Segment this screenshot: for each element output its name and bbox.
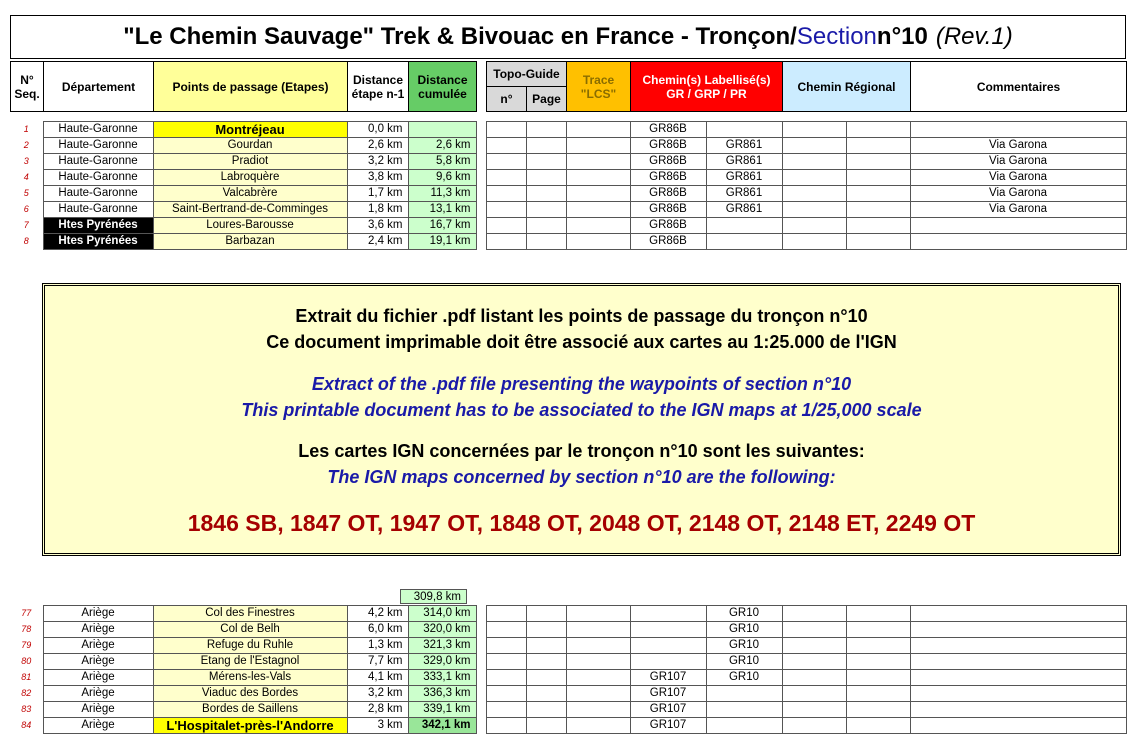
row-chemin-regional-1 [782,202,846,218]
row-distance-cumulee: 13,1 km [408,202,476,218]
row-topo-no [486,154,526,170]
header-chemins-sub: GR / GRP / PR [666,86,747,101]
row-chemin-regional-2 [846,234,910,250]
header-trace-sub: "LCS" [580,86,617,101]
row-commentaire [910,718,1126,734]
row-trace [566,718,630,734]
row-chemin-labellise-2: GR10 [706,638,782,654]
rows-top-body [10,122,1126,250]
table-row [10,718,1126,734]
table-row [10,122,1126,138]
row-departement: Haute-Garonne [43,186,153,202]
row-chemin-labellise-2: GR10 [706,670,782,686]
row-seq: 5 [23,188,29,198]
row-topo-page [526,186,566,202]
row-topo-no [486,234,526,250]
row-topo-page [526,606,566,622]
row-topo-no [486,718,526,734]
row-departement: Ariège [43,670,153,686]
header-topo-page: Page [527,87,567,112]
row-topo-no [486,202,526,218]
header-points: Points de passage (Etapes) [154,62,348,112]
row-seq: 80 [21,656,32,666]
row-gap [476,234,486,250]
row-departement: Haute-Garonne [43,202,153,218]
row-etape: Montréjeau [153,122,347,138]
row-chemin-regional-2 [846,606,910,622]
row-trace [566,606,630,622]
row-distance-cumulee [408,122,476,138]
row-chemin-regional-2 [846,122,910,138]
row-chemin-labellise-1: GR107 [630,702,706,718]
row-chemin-labellise-1: GR107 [630,718,706,734]
row-trace [566,154,630,170]
panel-fr-line-2: Ce document imprimable doit être associé aux cartes au 1:25.000 de l'IGN [266,332,897,352]
row-gap [476,670,486,686]
row-commentaire [910,122,1126,138]
row-departement: Haute-Garonne [43,170,153,186]
row-etape: Col des Finestres [153,606,347,622]
header-seq: N° Seq. [11,62,44,112]
row-distance-cumulee: 9,6 km [408,170,476,186]
row-gap [476,686,486,702]
row-seq: 82 [21,688,32,698]
row-commentaire [910,622,1126,638]
row-etape: Barbazan [153,234,347,250]
table-row [10,234,1126,250]
header-commentaires: Commentaires [911,62,1127,112]
row-distance-cumulee: 336,3 km [408,686,476,702]
row-chemin-regional-2 [846,718,910,734]
row-etape: Labroquère [153,170,347,186]
row-etape: Refuge du Ruhle [153,638,347,654]
row-chemin-regional-2 [846,186,910,202]
row-trace [566,138,630,154]
row-trace [566,702,630,718]
row-distance-cumulee: 314,0 km [408,606,476,622]
row-topo-no [486,122,526,138]
row-etape: Gourdan [153,138,347,154]
row-departement: Ariège [43,638,153,654]
row-chemin-labellise-2: GR861 [706,186,782,202]
table-row [10,186,1126,202]
row-departement: Haute-Garonne [43,122,153,138]
row-distance-cumulee: 321,3 km [408,638,476,654]
row-commentaire [910,702,1126,718]
row-chemin-labellise-1: GR86B [630,122,706,138]
row-distance-etape: 1,3 km [347,638,408,654]
row-seq: 7 [23,220,29,230]
row-commentaire [910,670,1126,686]
row-etape: Bordes de Saillens [153,702,347,718]
row-departement: Htes Pyrénées [43,234,153,250]
row-distance-etape: 4,1 km [347,670,408,686]
header-chemins-label: Chemin(s) Labellisé(s) [642,72,771,87]
table-row [10,654,1126,670]
row-chemin-labellise-1 [630,606,706,622]
row-distance-etape: 1,8 km [347,202,408,218]
row-commentaire [910,686,1126,702]
row-chemin-labellise-2: GR861 [706,170,782,186]
table-row [10,218,1126,234]
row-chemin-regional-2 [846,702,910,718]
row-trace [566,122,630,138]
row-distance-cumulee: 11,3 km [408,186,476,202]
row-commentaire: Via Garona [910,186,1126,202]
row-chemin-regional-1 [782,186,846,202]
row-chemin-labellise-2 [706,686,782,702]
row-chemin-regional-2 [846,622,910,638]
row-topo-no [486,170,526,186]
waypoints-table-bottom [10,605,1127,734]
row-gap [476,654,486,670]
row-trace [566,638,630,654]
title-section-number: n°10 [876,23,928,50]
row-chemin-regional-2 [846,670,910,686]
row-chemin-regional-2 [846,138,910,154]
panel-en-line-3: The IGN maps concerned by section n°10 are the following: [327,467,836,487]
row-distance-etape: 4,2 km [347,606,408,622]
row-chemin-regional-1 [782,622,846,638]
header-distance-cumulee: Distance cumulée [409,62,477,112]
row-etape: Mérens-les-Vals [153,670,347,686]
row-distance-cumulee: 339,1 km [408,702,476,718]
row-etape: Etang de l'Estagnol [153,654,347,670]
row-chemin-labellise-2 [706,718,782,734]
row-topo-no [486,606,526,622]
row-chemin-regional-1 [782,670,846,686]
row-topo-no [486,218,526,234]
row-chemin-regional-1 [782,154,846,170]
row-etape: Col de Belh [153,622,347,638]
row-trace [566,170,630,186]
row-distance-etape: 3,6 km [347,218,408,234]
row-topo-no [486,670,526,686]
row-chemin-regional-1 [782,138,846,154]
row-seq: 83 [21,704,32,714]
row-chemin-labellise-1: GR86B [630,138,706,154]
row-distance-cumulee: 320,0 km [408,622,476,638]
row-seq: 1 [23,124,29,134]
waypoints-table-top [10,121,1127,250]
row-trace [566,234,630,250]
row-distance-etape: 6,0 km [347,622,408,638]
header-chemins-labellises [631,62,783,112]
row-chemin-labellise-1: GR86B [630,202,706,218]
row-topo-page [526,670,566,686]
row-trace [566,670,630,686]
row-topo-page [526,654,566,670]
row-gap [476,638,486,654]
row-chemin-labellise-1 [630,622,706,638]
row-gap [476,138,486,154]
row-topo-no [486,686,526,702]
row-distance-etape: 2,8 km [347,702,408,718]
panel-en-line-2: This printable document has to be associated to the IGN maps at 1/25,000 scale [241,400,922,420]
row-gap [476,122,486,138]
row-chemin-regional-1 [782,686,846,702]
row-topo-page [526,686,566,702]
row-commentaire [910,606,1126,622]
row-departement: Ariège [43,686,153,702]
row-seq: 78 [21,624,32,634]
row-topo-no [486,654,526,670]
panel-en-line-1: Extract of the .pdf file presenting the waypoints of section n°10 [311,374,852,394]
row-distance-etape: 3,2 km [347,686,408,702]
row-topo-page [526,154,566,170]
row-commentaire [910,218,1126,234]
row-chemin-regional-2 [846,638,910,654]
row-departement: Ariège [43,654,153,670]
row-trace [566,654,630,670]
row-chemin-labellise-2: GR861 [706,154,782,170]
row-gap [476,218,486,234]
row-commentaire [910,654,1126,670]
table-row [10,638,1126,654]
row-trace [566,622,630,638]
row-chemin-labellise-2: GR861 [706,138,782,154]
row-distance-cumulee: 333,1 km [408,670,476,686]
row-topo-page [526,138,566,154]
row-chemin-regional-2 [846,218,910,234]
row-chemin-regional-2 [846,654,910,670]
row-distance-etape: 1,7 km [347,186,408,202]
row-distance-cumulee: 16,7 km [408,218,476,234]
row-chemin-labellise-2: GR10 [706,622,782,638]
row-chemin-labellise-1: GR86B [630,234,706,250]
row-distance-cumulee: 329,0 km [408,654,476,670]
row-topo-page [526,718,566,734]
row-topo-page [526,202,566,218]
table-row [10,154,1126,170]
row-seq: 79 [21,640,32,650]
row-topo-page [526,234,566,250]
table-row [10,170,1126,186]
row-commentaire: Via Garona [910,202,1126,218]
row-departement: Ariège [43,702,153,718]
row-topo-no [486,638,526,654]
row-distance-etape: 3 km [347,718,408,734]
row-etape: Pradiot [153,154,347,170]
row-topo-page [526,170,566,186]
carry-over-total: 309,8 km [400,589,467,604]
row-chemin-labellise-1: GR107 [630,686,706,702]
row-gap [476,154,486,170]
row-topo-no [486,138,526,154]
row-chemin-labellise-1 [630,638,706,654]
row-chemin-labellise-1: GR86B [630,170,706,186]
row-chemin-regional-1 [782,170,846,186]
row-commentaire: Via Garona [910,154,1126,170]
row-trace [566,186,630,202]
row-chemin-regional-2 [846,202,910,218]
row-seq: 77 [21,608,32,618]
row-departement: Ariège [43,622,153,638]
row-distance-cumulee: 342,1 km [408,718,476,734]
ign-maps-list: 1846 SB, 1847 OT, 1947 OT, 1848 OT, 2048 OT, 2148 OT, 2148 ET, 2249 OT [187,510,976,536]
row-chemin-labellise-2 [706,702,782,718]
row-departement: Haute-Garonne [43,138,153,154]
row-commentaire [910,638,1126,654]
row-gap [476,186,486,202]
info-panel [42,283,1121,556]
row-gap [476,170,486,186]
row-seq: 4 [23,172,29,182]
row-topo-page [526,638,566,654]
column-header-table [10,61,1127,112]
row-trace [566,686,630,702]
table-row [10,670,1126,686]
row-distance-etape: 3,8 km [347,170,408,186]
row-distance-cumulee: 2,6 km [408,138,476,154]
row-chemin-labellise-2 [706,234,782,250]
row-gap [476,606,486,622]
row-chemin-regional-1 [782,234,846,250]
row-etape: Loures-Barousse [153,218,347,234]
row-etape: Saint-Bertrand-de-Comminges [153,202,347,218]
row-seq: 8 [23,236,29,246]
row-etape: L'Hospitalet-près-l'Andorre [153,718,347,734]
table-row [10,622,1126,638]
row-trace [566,218,630,234]
table-row [10,702,1126,718]
row-departement: Htes Pyrénées [43,218,153,234]
row-etape: Valcabrère [153,186,347,202]
row-departement: Haute-Garonne [43,154,153,170]
row-chemin-labellise-2: GR10 [706,606,782,622]
header-trace-label: Trace [582,72,615,87]
row-distance-etape: 2,4 km [347,234,408,250]
row-topo-page [526,622,566,638]
rows-bottom-body [10,606,1126,734]
row-chemin-labellise-2: GR10 [706,654,782,670]
table-row [10,138,1126,154]
row-gap [476,718,486,734]
row-commentaire: Via Garona [910,170,1126,186]
header-departement: Département [44,62,154,112]
header-trace [567,62,631,112]
title-main: "Le Chemin Sauvage" Trek & Bivouac en France - Tronçon/ [123,23,797,50]
row-gap [476,702,486,718]
row-topo-no [486,622,526,638]
row-trace [566,202,630,218]
row-commentaire: Via Garona [910,138,1126,154]
row-etape: Viaduc des Bordes [153,686,347,702]
document-title [10,15,1126,59]
row-chemin-regional-1 [782,218,846,234]
row-seq: 2 [23,140,29,150]
row-chemin-regional-1 [782,638,846,654]
row-chemin-labellise-1: GR86B [630,186,706,202]
row-distance-etape: 7,7 km [347,654,408,670]
row-seq: 84 [21,720,32,730]
row-topo-page [526,702,566,718]
panel-fr-line-1: Extrait du fichier .pdf listant les points de passage du tronçon n°10 [295,306,868,326]
panel-fr-line-3: Les cartes IGN concernées par le tronçon n°10 sont les suivantes: [298,441,865,461]
row-chemin-regional-1 [782,606,846,622]
row-topo-page [526,218,566,234]
row-distance-etape: 3,2 km [347,154,408,170]
table-row [10,606,1126,622]
header-chemin-regional: Chemin Régional [783,62,911,112]
row-chemin-labellise-2 [706,122,782,138]
row-distance-etape: 2,6 km [347,138,408,154]
row-seq: 81 [21,672,32,682]
row-chemin-regional-2 [846,154,910,170]
row-chemin-labellise-1: GR107 [630,670,706,686]
header-topo-no: n° [487,87,527,112]
row-gap [476,622,486,638]
row-departement: Ariège [43,718,153,734]
row-seq: 3 [23,156,29,166]
row-distance-cumulee: 5,8 km [408,154,476,170]
table-row [10,686,1126,702]
row-chemin-regional-2 [846,686,910,702]
row-chemin-labellise-1: GR86B [630,218,706,234]
title-revision: (Rev.1) [935,23,1013,50]
row-chemin-regional-1 [782,654,846,670]
row-distance-cumulee: 19,1 km [408,234,476,250]
row-departement: Ariège [43,606,153,622]
row-topo-no [486,702,526,718]
row-gap [476,202,486,218]
row-chemin-labellise-1 [630,654,706,670]
row-chemin-labellise-2 [706,218,782,234]
header-topo-guide: Topo-Guide [487,62,567,87]
row-chemin-regional-2 [846,170,910,186]
row-distance-etape: 0,0 km [347,122,408,138]
row-chemin-regional-1 [782,702,846,718]
title-section-word: Section [796,23,877,50]
row-topo-page [526,122,566,138]
header-gap [477,62,487,112]
row-seq: 6 [23,204,29,214]
row-chemin-labellise-1: GR86B [630,154,706,170]
table-row [10,202,1126,218]
row-chemin-labellise-2: GR861 [706,202,782,218]
row-chemin-regional-1 [782,122,846,138]
header-distance-etape: Distance étape n-1 [348,62,409,112]
row-commentaire [910,234,1126,250]
row-topo-no [486,186,526,202]
row-chemin-regional-1 [782,718,846,734]
